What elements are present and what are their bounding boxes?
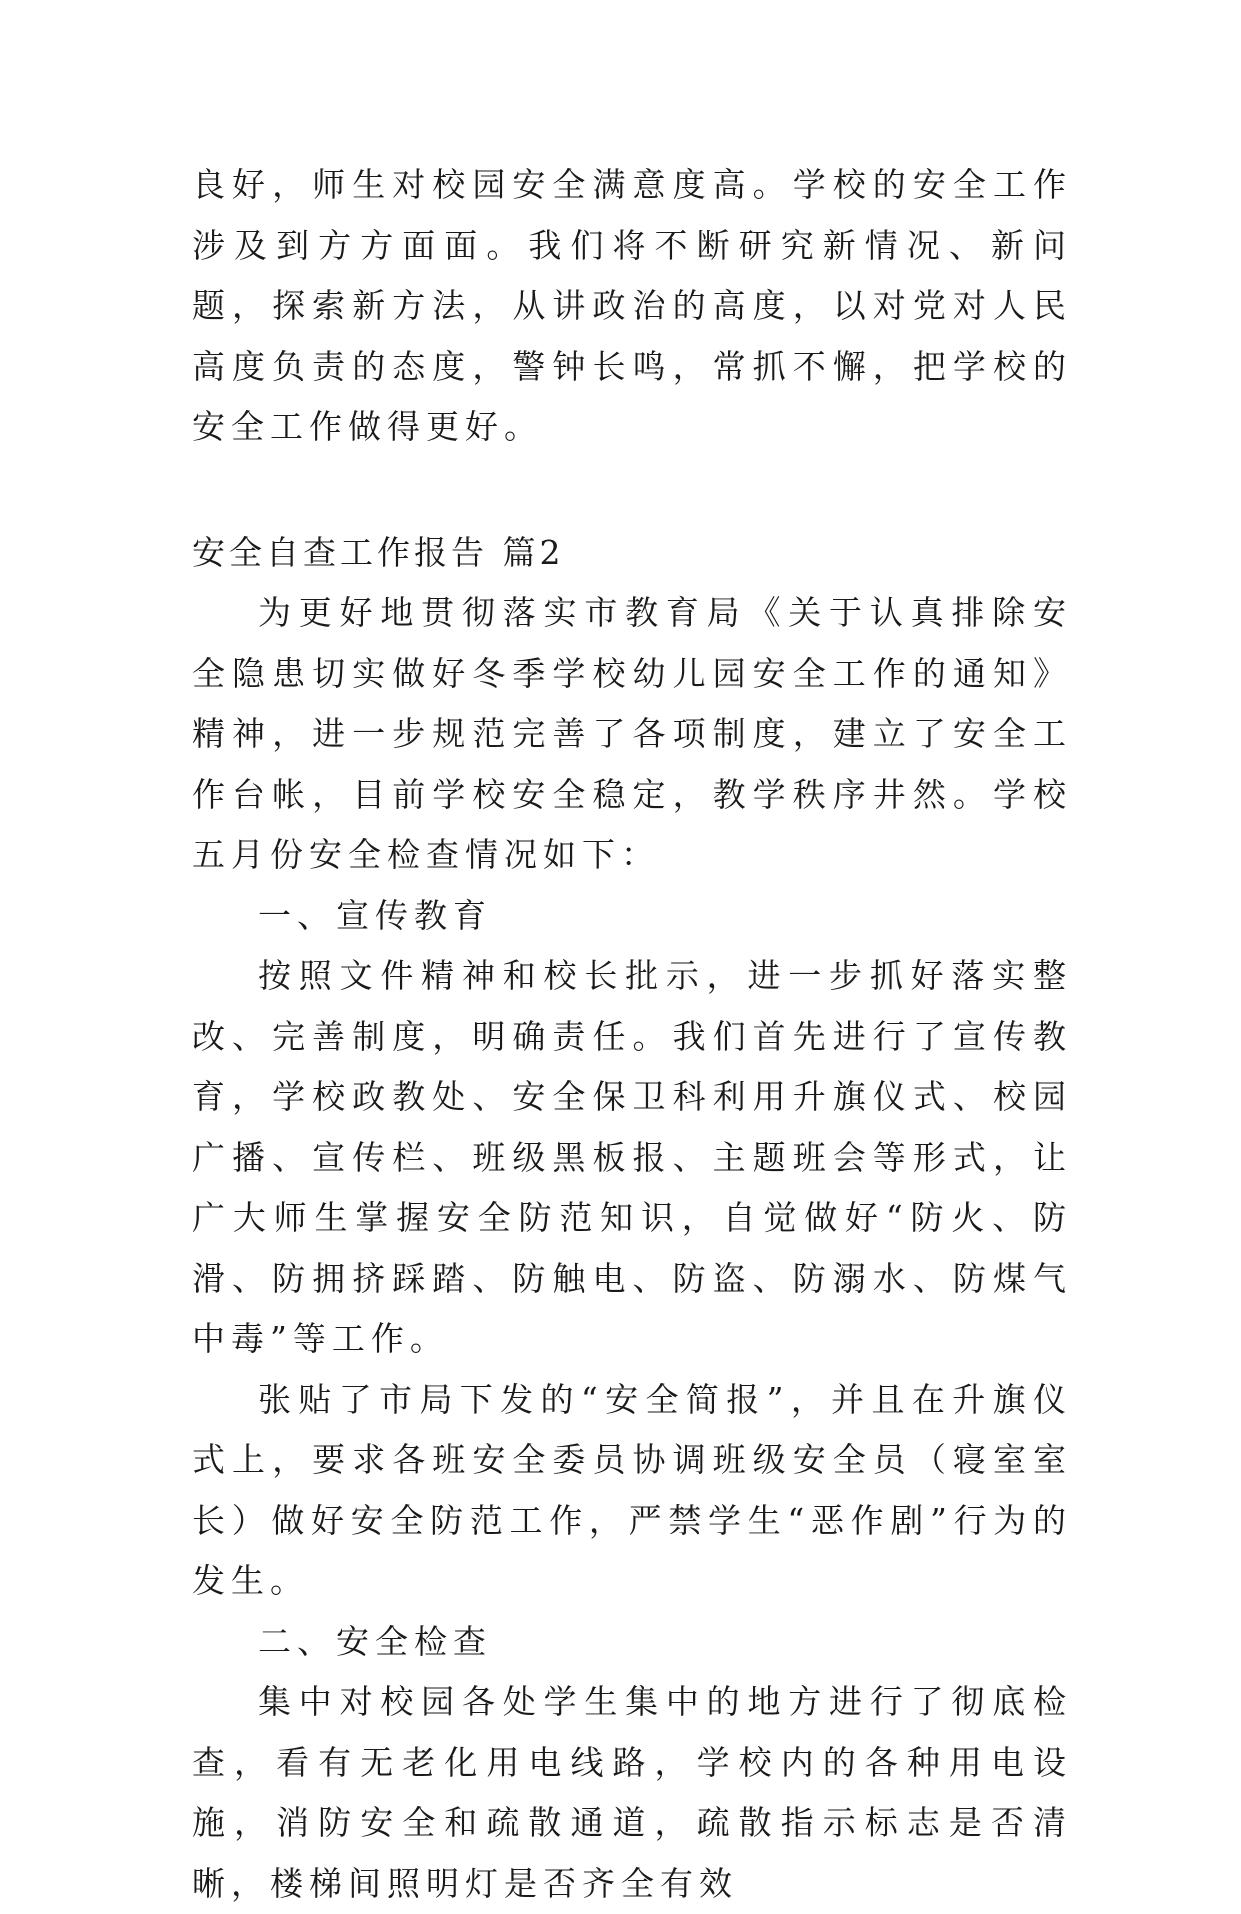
- document-body: [192, 155, 1072, 1914]
- heading-safety-inspection: 二、安全检查: [258, 1621, 492, 1661]
- heading-publicity-education: 一、宣传教育: [258, 895, 492, 935]
- paragraph-intro: 为更好地贯彻落实市教育局《关于认真排除安全隐患切实做好冬季学校幼儿园安全工作的通知》精神，进一步规范完善了各项制度，建立了安全工作台帐，目前学校安全稳定，教学秩序井然。学校五月份安全检查情况如下：: [192, 593, 1072, 874]
- paragraph-publicity: 按照文件精神和校长批示，进一步抓好落实整改、完善制度，明确责任。我们首先进行了宣传教育，学校政教处、安全保卫科利用升旗仪式、校园广播、宣传栏、班级黑板报、主题班会等形式，让广大师生掌握安全防范知识，自觉做好“防火、防滑、防拥挤踩踏、防触电、防盗、防溺水、防煤气中毒”等工作。: [192, 956, 1072, 1358]
- section-title: 安全自查工作报告 篇2: [192, 532, 565, 572]
- paragraph-bulletin: 张贴了市局下发的“安全简报”，并且在升旗仪式上，要求各班安全委员协调班级安全员（寝室室长）做好安全防范工作，严禁学生“恶作剧”行为的发生。: [192, 1379, 1072, 1600]
- paragraph-inspection: 集中对校园各处学生集中的地方进行了彻底检查，看有无老化用电线路，学校内的各种用电设施，消防安全和疏散通道，疏散指示标志是否清晰，楼梯间照明灯是否齐全有效: [192, 1682, 1072, 1903]
- continuation-paragraph: 良好，师生对校园安全满意度高。学校的安全工作涉及到方方面面。我们将不断研究新情况、新问题，探索新方法，从讲政治的高度，以对党对人民高度负责的态度，警钟长鸣，常抓不懈，把学校的安全工作做得更好。: [192, 165, 1072, 446]
